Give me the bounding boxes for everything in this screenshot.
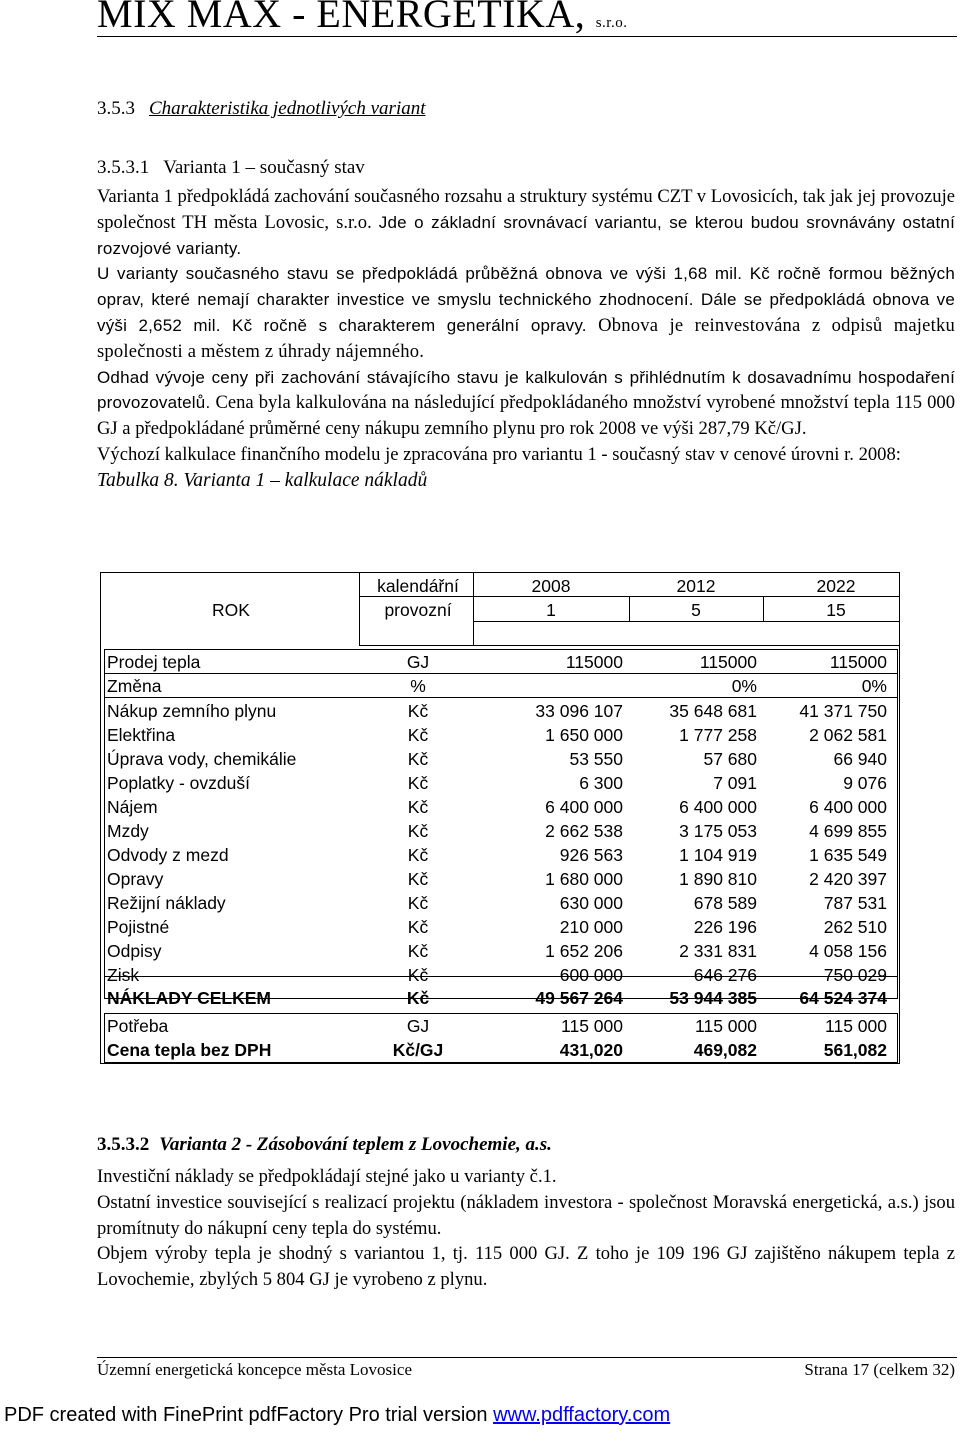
body1-p2: U varianty současného stavu se předpokládá průběžná obnova ve výši 1,68 mil. Kč ročně formou běžných oprav, které nemají charakter investice ve smyslu technického zhodnocení. Dále se předpokládá obnova ve výši 2,652 mil. Kč ročně s charakterem generální opravy.	[97, 264, 955, 335]
table-row-6-val-2008: 6 400 000	[545, 797, 623, 817]
provozni-1: 1	[546, 600, 556, 620]
body2-paragraph-1: Investiční náklady se předpokládají stejné jako u varianty č.1.	[97, 1166, 557, 1187]
section-number: 3.5.3	[97, 98, 135, 119]
table-row-12-val-2012: 2 331 831	[679, 941, 757, 961]
table-row-10-label: Režijní náklady	[107, 893, 226, 913]
table-row-11-val-2012: 226 196	[693, 917, 757, 937]
body2-paragraph-2: Ostatní investice související s realizací projektu (nákladem investora - společnost Moravská energetická, a.s.) jsou promítnuty do nákupní ceny tepla do systému.	[97, 1191, 955, 1239]
header-company-suffix: s.r.o.	[595, 15, 628, 31]
year-2012: 2012	[676, 576, 716, 596]
table-row-9-val-2012: 1 890 810	[679, 869, 757, 889]
table-row-0-val-2012: 115000	[699, 652, 757, 672]
table-row-12-unit: Kč	[407, 941, 429, 961]
table-row-11-unit: Kč	[407, 917, 429, 937]
section-heading	[97, 98, 426, 120]
table-row-13-val-2012: 646 276	[693, 965, 757, 985]
body2-paragraph-3: Objem výroby tepla je shodný s variantou 1, tj. 115 000 GJ. Z toho je 109 196 GJ zajištěno nákupem tepla z Lovochemie, zbylých 5 804 GJ je vyrobeno z plynu.	[97, 1243, 955, 1291]
table-row-5-val-2008: 6 300	[579, 773, 623, 793]
provozni-5: 5	[691, 600, 701, 620]
row-rule-2	[104, 697, 898, 698]
table-row-potreba-label: Potřeba	[107, 1016, 169, 1036]
document-header-title	[97, 0, 627, 47]
table-row-1-unit: %	[410, 676, 426, 696]
body1-p1a: Varianta 1 předpokládá zachování současného rozsahu a struktury systému CZT v Lovosicích, tak jak jej provozuje společnost TH města Lovosic, s.r.o.	[97, 186, 955, 233]
table-row-7-label: Mzdy	[107, 821, 149, 841]
table-row-11-label: Pojistné	[107, 917, 170, 937]
pdf-banner-link[interactable]: www.pdffactory.com	[493, 1404, 671, 1426]
table-row-3-label: Elektřina	[107, 725, 176, 745]
table-row-3-val-2008: 1 650 000	[545, 725, 623, 745]
body1-p3: Odhad vývoje ceny při zachování stávajícího stavu je kalkulován s přihlédnutím k dosavadnímu hospodaření provozovatelů.	[97, 367, 955, 413]
table-row-2-val-2008: 33 096 107	[535, 701, 623, 721]
header-divider-3	[763, 597, 764, 621]
table-row-5-unit: Kč	[407, 773, 429, 793]
table-row-cena-unit: Kč/GJ	[392, 1040, 444, 1060]
table-row-13-val-2022: 750 029	[823, 965, 887, 985]
table-row-total-val-2012: 53 944 385	[669, 988, 757, 1008]
table-row-11-val-2008: 210 000	[559, 917, 623, 937]
table-row-total-val-2022: 64 524 374	[799, 988, 887, 1008]
body2-text	[97, 1164, 955, 1293]
provozni-15: 15	[826, 600, 846, 620]
header-divider-2	[629, 597, 630, 621]
header-rule	[97, 36, 957, 37]
table-row-9-label: Opravy	[107, 869, 164, 889]
table-row-potreba-val-2022: 115 000	[825, 1016, 887, 1036]
table-row-8-val-2022: 1 635 549	[809, 845, 887, 865]
footer-title: Územní energetická koncepce města Lovosice	[97, 1360, 412, 1379]
table-row-1-val-2012: 0%	[731, 676, 757, 696]
table-row-total-unit: Kč	[406, 988, 430, 1008]
table-row-5-val-2022: 9 076	[843, 773, 887, 793]
table-row-0-label: Prodej tepla	[107, 652, 201, 672]
body1-paragraph-2	[97, 261, 955, 364]
subsection1-number: 3.5.3.1	[97, 157, 150, 178]
table-row-11-val-2022: 262 510	[823, 917, 887, 937]
body1-p3b: Cena byla kalkulována na následující předpokládaného množství vyrobené množství tepla 115 000 GJ a předpokládané průměrné ceny nákupu zemního plynu pro rok 2008 ve výši 287,79 Kč/GJ.	[97, 392, 955, 440]
table-row-5-label: Poplatky - ovzduší	[107, 773, 250, 793]
rok-label: ROK	[212, 600, 250, 620]
table-row-2-val-2022: 41 371 750	[799, 701, 887, 721]
table-row-total-label: NÁKLADY CELKEM	[107, 988, 271, 1008]
table-row-potreba-unit: GJ	[406, 1016, 430, 1036]
table-row-12-label: Odpisy	[107, 941, 162, 961]
pdf-banner	[4, 1404, 670, 1427]
table-row-4-unit: Kč	[407, 749, 429, 769]
table-row-9-val-2008: 1 680 000	[545, 869, 623, 889]
table-row-3-val-2012: 1 777 258	[679, 725, 757, 745]
body1-p2b: Obnova je reinvestována z odpisů majetku společnosti a městem z úhrady nájemného.	[97, 314, 955, 362]
table-row-10-val-2008: 630 000	[559, 893, 623, 913]
table-row-7-val-2012: 3 175 053	[679, 821, 757, 841]
table-row-cena-val-2012: 469,082	[693, 1040, 757, 1060]
table-row-cena-val-2008: 431,020	[559, 1040, 623, 1060]
table-row-5-val-2012: 7 091	[713, 773, 757, 793]
table-row-2-val-2012: 35 648 681	[669, 701, 757, 721]
body1-paragraph-3	[97, 365, 955, 442]
table-row-cena-label: Cena tepla bez DPH	[107, 1040, 272, 1060]
table-row-3-val-2022: 2 062 581	[809, 725, 887, 745]
header-rule-bottom	[359, 645, 899, 646]
table-row-12-val-2008: 1 652 206	[545, 941, 623, 961]
table-row-0-val-2008: 115000	[565, 652, 623, 672]
subsection1-title: Varianta 1 – současný stav	[163, 157, 365, 178]
body1-paragraph-1	[97, 184, 955, 261]
body1-p1b: Jde o základní srovnávací variantu, se kterou budou srovnávány ostatní rozvojové varianty.	[97, 212, 955, 258]
table-row-8-label: Odvody z mezd	[107, 845, 229, 865]
table-row-6-val-2022: 6 400 000	[809, 797, 887, 817]
table-row-potreba-val-2008: 115 000	[561, 1016, 623, 1036]
footer-rule	[97, 1357, 957, 1358]
table-row-3-unit: Kč	[407, 725, 429, 745]
table-row-9-val-2022: 2 420 397	[809, 869, 887, 889]
subsection2-title: Varianta 2 - Zásobování teplem z Lovochemie, a.s.	[159, 1134, 552, 1155]
table-row-2-label: Nákup zemního plynu	[107, 701, 277, 721]
table-row-13-label: Zisk	[107, 965, 140, 985]
table-row-6-label: Nájem	[107, 797, 158, 817]
header-rule-provozni	[473, 621, 899, 622]
table-row-12-val-2022: 4 058 156	[809, 941, 887, 961]
row-rule-1	[104, 673, 898, 674]
table-row-cena-val-2022: 561,082	[823, 1040, 887, 1060]
cost-table	[100, 572, 900, 1064]
table-row-1-val-2022: 0%	[861, 676, 887, 696]
table-row-4-val-2022: 66 940	[833, 749, 887, 769]
table-row-1-label: Změna	[107, 676, 162, 696]
subsection2-number: 3.5.3.2	[97, 1134, 150, 1155]
table-row-4-label: Úprava vody, chemikálie	[107, 749, 297, 769]
table-row-2-unit: Kč	[407, 701, 429, 721]
table-row-0-unit: GJ	[406, 652, 430, 672]
table-caption: Tabulka 8. Varianta 1 – kalkulace nákladů	[97, 469, 428, 491]
kalendarni-label: kalendářní	[377, 576, 459, 596]
table-row-13-val-2008: 600 000	[559, 965, 623, 985]
table-row-13-unit: Kč	[407, 965, 429, 985]
table-row-6-val-2012: 6 400 000	[679, 797, 757, 817]
footer-page-number: Strana 17 (celkem 32)	[804, 1360, 955, 1379]
header-divider-1	[473, 573, 474, 645]
table-row-10-unit: Kč	[407, 893, 429, 913]
table-row-10-val-2012: 678 589	[693, 893, 757, 913]
table-row-8-val-2008: 926 563	[559, 845, 623, 865]
table-row-7-val-2022: 4 699 855	[809, 821, 887, 841]
table-row-8-val-2012: 1 104 919	[679, 845, 757, 865]
year-2022: 2022	[816, 576, 856, 596]
table-row-potreba-val-2012: 115 000	[695, 1016, 757, 1036]
pdf-banner-text: PDF created with FinePrint pdfFactory Pro trial version	[4, 1404, 494, 1426]
header-divider-0	[359, 573, 360, 645]
table-row-10-val-2022: 787 531	[823, 893, 887, 913]
subsection2-heading	[97, 1134, 552, 1156]
body1-paragraph-4: Výchozí kalkulace finančního modelu je zpracována pro variantu 1 - současný stav v cenové úrovni r. 2008:	[97, 443, 901, 465]
body1-text	[97, 184, 955, 494]
year-2008: 2008	[531, 576, 571, 596]
subsection1-heading	[97, 157, 365, 179]
header-company: MIX MAX - ENERGETIKA,	[97, 0, 586, 36]
table-row-4-val-2012: 57 680	[703, 749, 757, 769]
summary-box	[104, 1013, 898, 1063]
provozni-label: provozní	[384, 600, 452, 620]
table-row-4-val-2008: 53 550	[569, 749, 623, 769]
table-row-9-unit: Kč	[407, 869, 429, 889]
table-row-7-val-2008: 2 662 538	[545, 821, 623, 841]
table-row-7-unit: Kč	[407, 821, 429, 841]
table-row-total-val-2008: 49 567 264	[535, 988, 623, 1008]
table-row-6-unit: Kč	[407, 797, 429, 817]
section-title: Charakteristika jednotlivých variant	[149, 98, 426, 119]
table-row-0-val-2022: 115000	[829, 652, 887, 672]
table-row-8-unit: Kč	[407, 845, 429, 865]
